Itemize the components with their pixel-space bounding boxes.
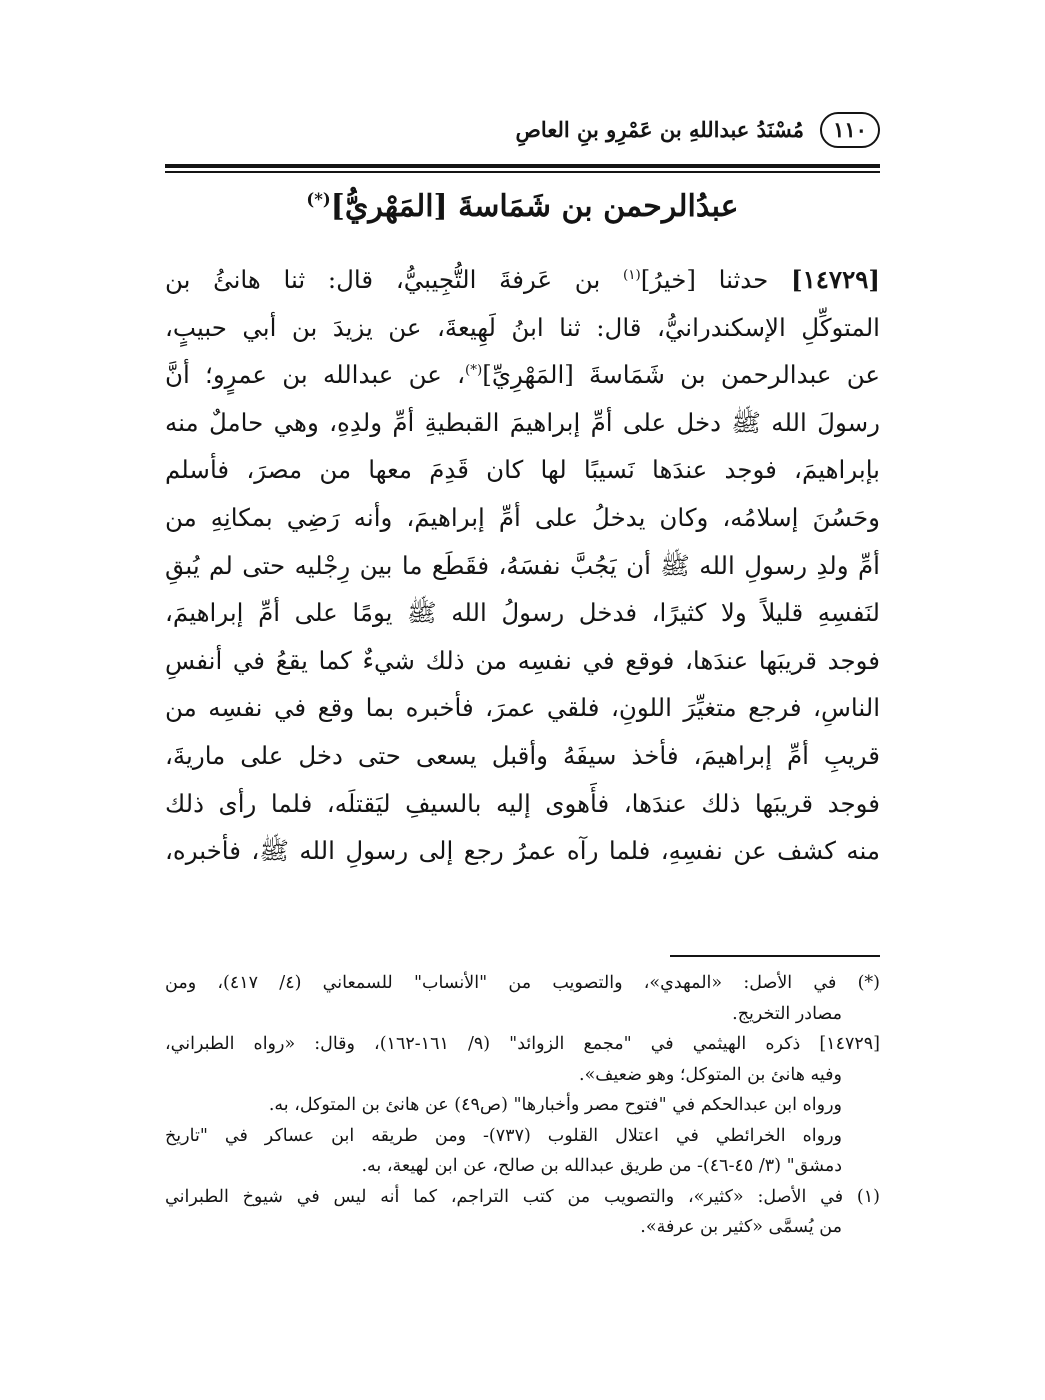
body-line-9: فوجد قريبَها عندَها، فوقع في نفسِه من ذلك شيءٌ كما يقعُ في أنفسِ (165, 645, 880, 675)
body-line-3 (165, 351, 880, 399)
page-number: ١١٠ (820, 112, 880, 148)
footnote-star-line-2: مصادر التخريج. (732, 1003, 842, 1024)
footnote-separator (670, 955, 880, 957)
section-heading-marker: (*) (306, 190, 331, 209)
body-line-1-rest: بن عَرفةَ التُّجِيبيُّ، قال: ثنا هانئُ بن (165, 265, 623, 294)
header-rule-thick (165, 164, 880, 168)
body-line-1-text: حدثنا [خيرُ] (640, 265, 791, 294)
footnote-star-line-1: (*) في الأصل: «المهدي»، والتصويب من "الأنساب" للسمعاني (٤/ ٤١٧)، ومن (165, 973, 880, 993)
hadith-number: [١٤٧٢٩] (791, 265, 880, 294)
running-title: مُسْنَدُ عبداللهِ بن عَمْرِو بنِ العاصِ (515, 117, 804, 142)
running-header (165, 112, 880, 160)
footnote-1-line-2: من يُسمَّى «كثير بن عرفة». (640, 1217, 842, 1237)
footnote-1-line-1: (١) في الأصل: «كثير»، والتصويب من كتب التراجم، كما أنه ليس في شيوخ الطبراني (165, 1186, 880, 1207)
body-line-6: وحَسُنَ إسلامُه، وكان يدخلُ على أمِّ إبراهيمَ، وأنه رَضِي بمكانِهِ من (165, 502, 880, 532)
section-heading-title: عبدُالرحمن بن شَمَاسةَ [المَهْريُّ] (330, 189, 739, 224)
body-line-7: أمِّ ولدِ رسولِ الله ﷺ أن يَجُبَّ نفسَهُ، فقَطَع ما بين رِجْليه حتى لم يُبقِ (165, 550, 880, 580)
footnote-hadith-line-4: ورواه الخرائطي في اعتلال القلوب (٧٣٧)- ومن طريقه ابن عساكر في "تاريخ (165, 1125, 842, 1146)
body-line-8: لنَفسِهِ قليلاً ولا كثيرًا، فدخل رسولُ الله ﷺ يومًا على أمِّ إبراهيمَ، (165, 598, 880, 628)
body-line-5: بإبراهيمَ، فوجد عندَها نَسيبًا لها كان قَدِمَ معها من مصرَ، فأسلم (165, 455, 880, 485)
body-line-1 (165, 256, 880, 304)
body-line-3-rest: ، عن عبدالله بن عمرٍو؛ أنَّ (165, 360, 466, 390)
body-line-3-text: عن عبدالرحمن بن شَمَاسةَ [المَهْرِيِّ] (482, 360, 880, 390)
footnote-ref-star: (*) (465, 362, 483, 379)
body-line-4: رسولَ الله ﷺ دخل على أمِّ إبراهيمَ القبطيةِ أمِّ ولدِهِ، وهي حاملٌ منه (165, 407, 880, 437)
body-line-12: فوجد قريبَها ذلك عندَها، فأَهوى إليه بالسيفِ ليَقتلَه، فلما رأى ذلك (165, 788, 880, 818)
body-line-13: منه كشف عن نفسِهِ، فلما رآه عمرُ رجع إلى رسولِ الله ﷺ، فأخبره، (165, 836, 880, 866)
footnote-hadith-line-3: ورواه ابن عبدالحكم في "فتوح مصر وأخبارها" (ص٤٩) عن هانئ بن المتوكل، به. (268, 1095, 842, 1115)
body-line-2: المتوكِّلِ الإسكندرانيُّ، قال: ثنا ابنُ لَهِيعةَ، عن يزيدَ بن أبي حبيبٍ، (165, 312, 880, 342)
footnote-ref-1: (١) (622, 266, 641, 283)
body-line-11: قريبِ أمِّ إبراهيمَ، فأخذ سيفَهُ وأقبل يسعى حتى دخل على ماريةَ، (165, 740, 880, 770)
footnote-hadith-line-1: [١٤٧٢٩] ذكره الهيثمي في "مجمع الزوائد" (٩/ ١٦١-١٦٢)، وقال: «رواه الطبراني، (165, 1034, 880, 1054)
footnotes (165, 968, 880, 1243)
body-line-10: الناسِ، فرجع متغيِّرَ اللونِ، فلقي عمرَ، فأخبره بما وقع في نفسِه من (165, 693, 880, 723)
footnote-hadith-line-2: وفيه هانئ بن المتوكل؛ وهو ضعيف». (579, 1064, 842, 1085)
hadith-body (165, 256, 880, 875)
section-heading (165, 180, 880, 234)
footnote-hadith-line-5: دمشق" (٣/ ٤٥-٤٦)- من طريق عبدالله بن صالح، عن ابن لهيعة، به. (361, 1156, 842, 1176)
header-rule-thin (165, 171, 880, 173)
